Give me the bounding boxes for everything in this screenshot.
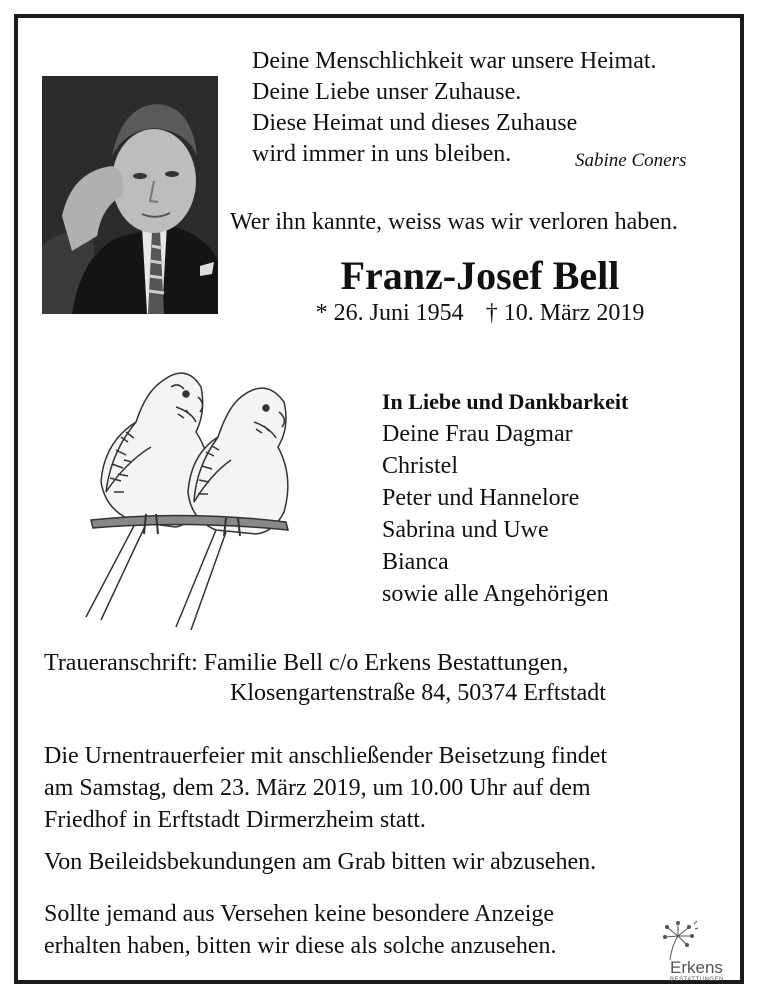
address-line-2: Klosengartenstraße 84, 50374 Erftstadt xyxy=(230,680,606,706)
condolence-note: Von Beileidsbekundungen am Grab bitten wir abzusehen. xyxy=(44,849,597,875)
dandelion-icon xyxy=(658,920,698,960)
poem-line: Diese Heimat und dieses Zuhause xyxy=(252,110,578,136)
mourning-address xyxy=(44,648,606,708)
poem-author: Sabine Coners xyxy=(575,150,687,171)
portrait-image xyxy=(42,76,218,314)
closing-line: erhalten haben, bitten wir diese als solche anzusehen. xyxy=(44,933,557,959)
closing-line: Sollte jemand aus Versehen keine besondere Anzeige xyxy=(44,901,555,927)
ceremony-line: am Samstag, dem 23. März 2019, um 10.00 Uhr auf dem xyxy=(44,775,591,801)
portrait-photo xyxy=(42,76,218,314)
family-member: sowie alle Angehörigen xyxy=(382,581,609,607)
family-member: Christel xyxy=(382,453,458,479)
ceremony-line: Die Urnentrauerfeier mit anschließender Beisetzung findet xyxy=(44,743,608,769)
ceremony-info xyxy=(44,740,607,836)
ceremony-line: Friedhof in Erftstadt Dirmerzheim statt. xyxy=(44,807,426,833)
family-heading: In Liebe und Dankbarkeit xyxy=(382,389,629,414)
address-line-1: Traueranschrift: Familie Bell c/o Erkens Bestattungen, xyxy=(44,650,569,676)
poem-line: wird immer in uns bleiben. xyxy=(252,141,512,167)
poem-line: Deine Menschlichkeit war unsere Heimat. xyxy=(252,48,657,74)
life-dates xyxy=(230,300,730,327)
budgerigars-illustration xyxy=(66,342,306,632)
birds-drawing xyxy=(66,342,306,632)
subtitle: Wer ihn kannte, weiss was wir verloren haben. xyxy=(230,209,678,235)
closing-note xyxy=(44,898,556,962)
erkens-logo xyxy=(656,920,736,984)
logo-subtitle: BESTATTUNGEN xyxy=(670,977,724,983)
family-member: Sabrina und Uwe xyxy=(382,517,549,543)
birth-date: * 26. Juni 1954 xyxy=(315,300,464,326)
family-member: Deine Frau Dagmar xyxy=(382,421,573,447)
poem-line: Deine Liebe unser Zuhause. xyxy=(252,79,522,105)
deceased-name: Franz-Josef Bell xyxy=(340,253,620,298)
family-member: Peter und Hannelore xyxy=(382,485,580,511)
logo-name: Erkens xyxy=(670,958,723,977)
family-signatures xyxy=(382,386,628,610)
death-date: † 10. März 2019 xyxy=(485,300,645,326)
family-member: Bianca xyxy=(382,549,449,575)
